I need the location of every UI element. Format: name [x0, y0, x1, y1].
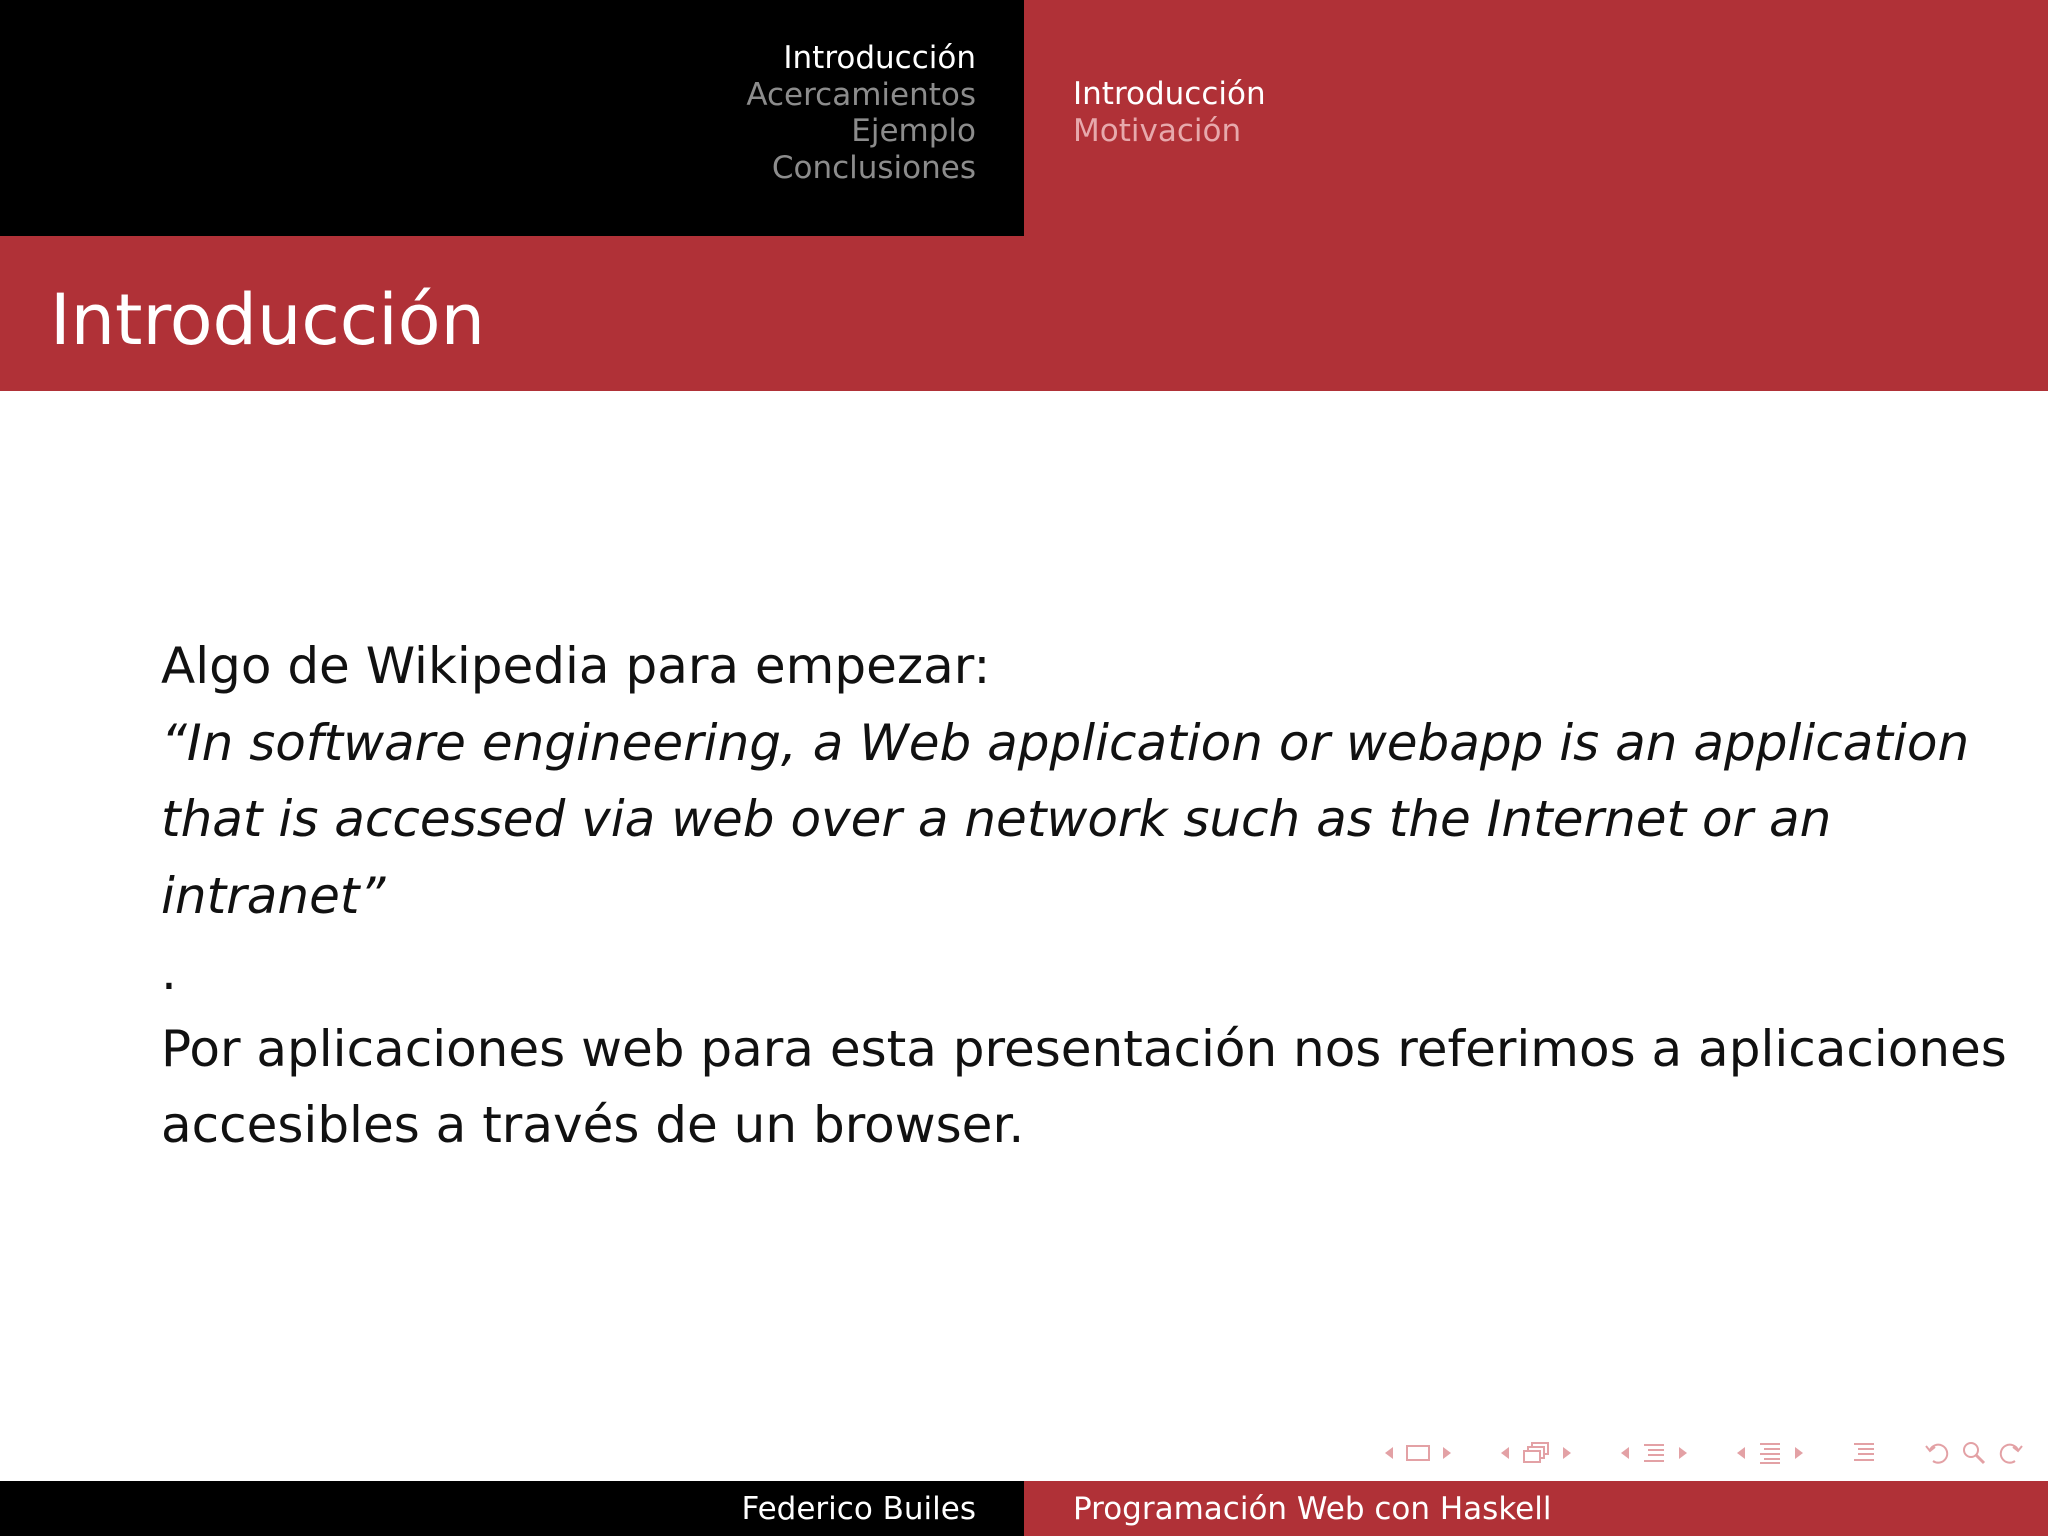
subsection-icon[interactable]: [1516, 1441, 1556, 1465]
slide-body: [161, 628, 2011, 1164]
beamer-navigation-symbols: [1378, 1436, 2030, 1470]
section-nav-group: [1614, 1441, 1694, 1465]
next-document-section-icon[interactable]: [1788, 1445, 1810, 1461]
next-frame-icon[interactable]: [1436, 1445, 1458, 1461]
intro-text: Algo de Wikipedia para empezar:: [161, 637, 991, 695]
frame-icon[interactable]: [1400, 1444, 1436, 1462]
footer-author: Federico Builes: [741, 1491, 976, 1527]
definition-text: Por aplicaciones web para esta presentación nos referimos a aplicaciones accesibles a través de un browser.: [161, 1019, 2007, 1154]
next-section-icon[interactable]: [1672, 1445, 1694, 1461]
table-of-contents-icon[interactable]: [1846, 1441, 1882, 1465]
section-link-acercamientos[interactable]: Acercamientos: [746, 76, 976, 113]
subsection-link-motivacion[interactable]: Motivación: [1073, 112, 1242, 149]
section-icon[interactable]: [1636, 1441, 1672, 1465]
footer-title-panel: [1024, 1481, 2048, 1536]
frame-nav-group: [1378, 1444, 1458, 1462]
section-navigation: [746, 40, 976, 186]
section-link-ejemplo[interactable]: Ejemplo: [851, 113, 976, 149]
wikipedia-quote: “In software engineering, a Web application or webapp is an application that is accessed via web over a network such as the Internet or an intranet”: [161, 713, 1970, 925]
redo-icon[interactable]: [1992, 1440, 2030, 1466]
header-sections-panel: [0, 0, 1024, 236]
document-section-icon[interactable]: [1752, 1441, 1788, 1465]
undo-icon[interactable]: [1918, 1440, 1956, 1466]
footer-presentation-title: Programación Web con Haskell: [1073, 1491, 1552, 1527]
search-group: [1918, 1440, 2030, 1466]
subsection-nav-group: [1494, 1441, 1578, 1465]
subsection-link-introduccion[interactable]: Introducción: [1073, 76, 1266, 112]
separator-dot: .: [161, 943, 177, 1001]
previous-frame-icon[interactable]: [1378, 1445, 1400, 1461]
next-subsection-icon[interactable]: [1556, 1445, 1578, 1461]
footer-author-panel: [0, 1481, 1024, 1536]
search-icon[interactable]: [1956, 1440, 1992, 1466]
frame-title: Introducción: [50, 279, 485, 361]
section-link-conclusiones[interactable]: Conclusiones: [771, 149, 976, 186]
previous-subsection-icon[interactable]: [1494, 1445, 1516, 1461]
header-subsections-panel: [1024, 0, 2048, 236]
document-nav-group: [1730, 1441, 1810, 1465]
subsection-navigation: [1073, 76, 1266, 149]
previous-section-icon[interactable]: [1614, 1445, 1636, 1461]
section-link-introduccion[interactable]: Introducción: [783, 40, 976, 76]
toc-group: [1846, 1441, 1882, 1465]
previous-document-section-icon[interactable]: [1730, 1445, 1752, 1461]
